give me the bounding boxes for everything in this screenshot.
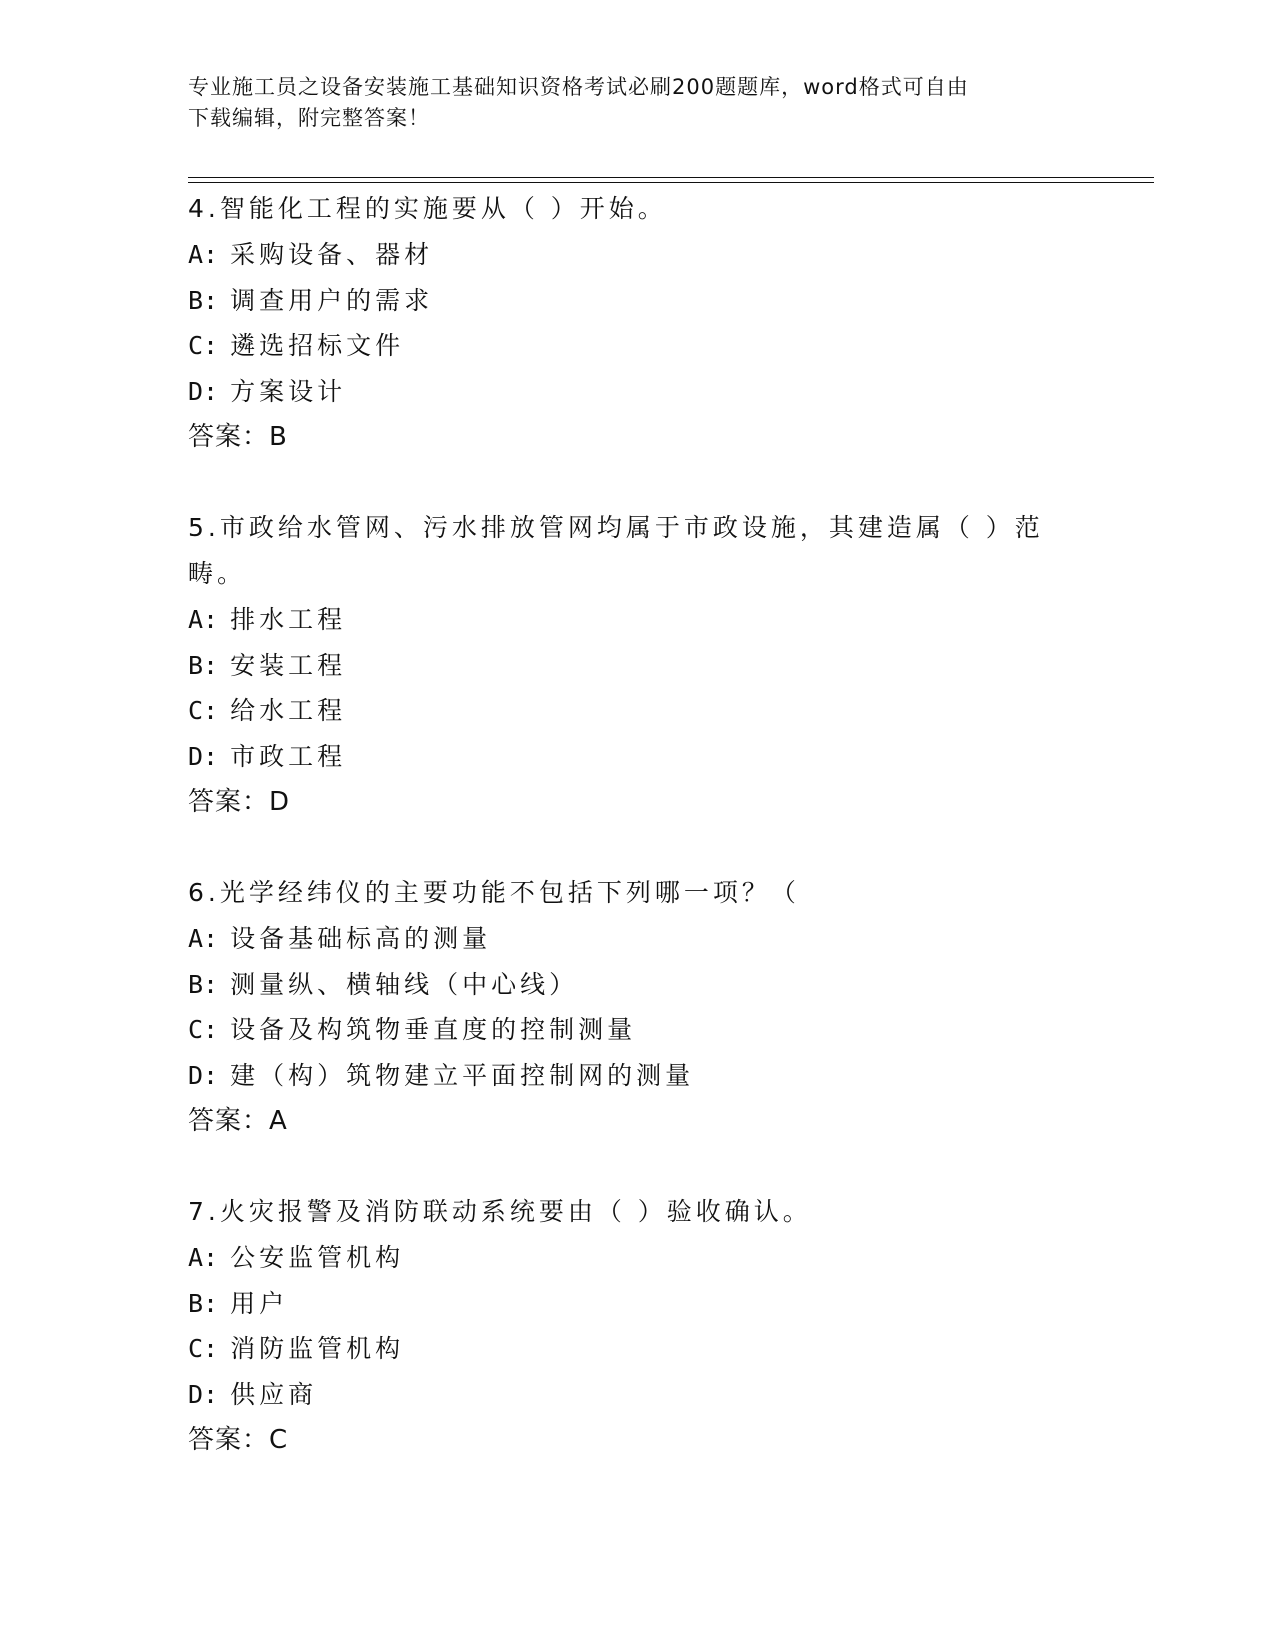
answer-option <box>188 232 1088 278</box>
header-line-2: 下载编辑，附完整答案！ <box>188 106 430 130</box>
document-header <box>188 72 1068 134</box>
option-letter: C: <box>188 1334 219 1363</box>
option-text: 公安监管机构 <box>230 1243 405 1272</box>
answer-option <box>188 1281 1088 1327</box>
option-letter: D: <box>188 1060 219 1090</box>
option-text: 设备及构筑物垂直度的控制测量 <box>230 1015 637 1044</box>
question-spacer <box>188 825 1088 870</box>
header-divider-top <box>188 177 1154 178</box>
answer-option <box>188 1007 1088 1053</box>
answer-key: 答案：D <box>188 787 291 817</box>
answer-option <box>188 916 1088 962</box>
question-spacer <box>188 460 1088 505</box>
answer-option <box>188 1053 1088 1099</box>
question-block <box>188 505 1088 825</box>
question-block <box>188 186 1088 460</box>
answer-key: 答案：A <box>188 1106 288 1136</box>
option-letter: C: <box>188 331 219 360</box>
answer-option <box>188 734 1088 780</box>
option-text: 设备基础标高的测量 <box>230 924 492 953</box>
question-stem: 4.智能化工程的实施要从（ ）开始。 <box>188 194 667 223</box>
question-stem: 7.火灾报警及消防联动系统要由（ ）验收确认。 <box>188 1197 812 1226</box>
answer-option <box>188 369 1088 415</box>
option-letter: D: <box>188 741 219 771</box>
option-letter: B: <box>188 285 219 315</box>
option-letter: A: <box>188 240 219 269</box>
option-text: 市政工程 <box>230 741 347 771</box>
answer-option <box>188 1372 1088 1418</box>
option-text: 方案设计 <box>230 376 347 406</box>
option-letter: D: <box>188 376 219 406</box>
option-letter: D: <box>188 1379 219 1409</box>
option-letter: C: <box>188 1015 219 1044</box>
option-text: 建（构）筑物建立平面控制网的测量 <box>230 1060 695 1090</box>
answer-option <box>188 643 1088 689</box>
question-spacer <box>188 1144 1088 1189</box>
question-stem: 6.光学经纬仪的主要功能不包括下列哪一项？（ <box>188 878 800 907</box>
header-line-1: 专业施工员之设备安装施工基础知识资格考试必刷200题题库，word格式可自由 <box>188 75 969 99</box>
answer-option <box>188 1326 1088 1372</box>
option-text: 采购设备、器材 <box>230 240 434 269</box>
answer-option <box>188 962 1088 1008</box>
answer-key: 答案：B <box>188 422 288 452</box>
header-divider-bottom <box>188 182 1154 183</box>
answer-option <box>188 688 1088 734</box>
option-letter: B: <box>188 1288 219 1318</box>
option-text: 用户 <box>230 1288 289 1318</box>
answer-option <box>188 1235 1088 1281</box>
option-letter: B: <box>188 650 219 680</box>
option-letter: B: <box>188 969 219 999</box>
option-text: 测量纵、横轴线（中心线） <box>230 969 579 999</box>
option-text: 消防监管机构 <box>230 1334 405 1363</box>
option-letter: C: <box>188 696 219 725</box>
answer-option <box>188 597 1088 643</box>
answer-option <box>188 323 1088 369</box>
option-letter: A: <box>188 1243 219 1272</box>
option-text: 排水工程 <box>230 605 347 634</box>
option-text: 遴选招标文件 <box>230 331 405 360</box>
question-list <box>188 186 1088 1463</box>
answer-option <box>188 278 1088 324</box>
question-stem: 5.市政给水管网、污水排放管网均属于市政设施，其建造属（ ）范畴。 <box>188 513 1044 588</box>
option-text: 安装工程 <box>230 650 347 680</box>
option-text: 给水工程 <box>230 696 347 725</box>
option-letter: A: <box>188 924 219 953</box>
option-letter: A: <box>188 605 219 634</box>
option-text: 调查用户的需求 <box>230 285 434 315</box>
question-block <box>188 1189 1088 1463</box>
question-block <box>188 870 1088 1144</box>
answer-key: 答案：C <box>188 1425 289 1455</box>
option-text: 供应商 <box>230 1379 318 1409</box>
